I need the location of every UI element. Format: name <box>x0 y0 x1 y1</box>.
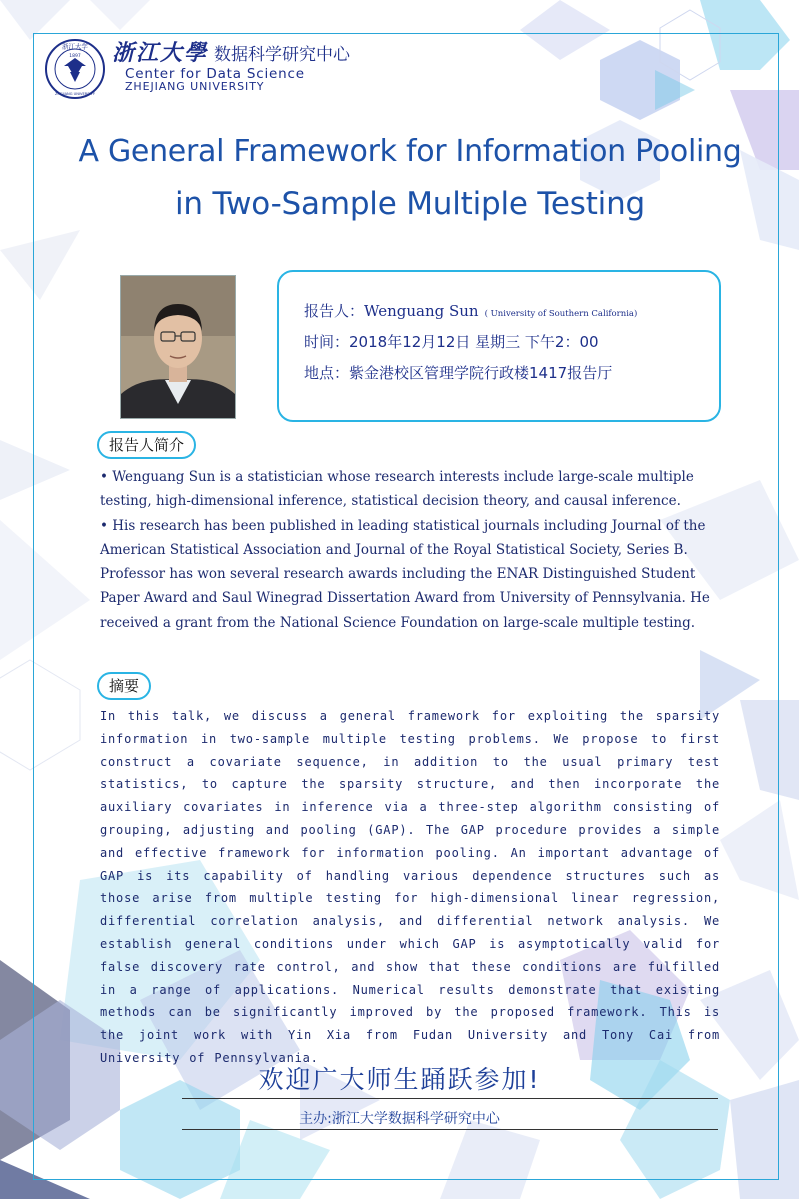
bio-paragraph-1: • Wenguang Sun is a statistician whose research interests include large-scale multiple testing, high-dimensional inference, statistical decision theory, and causal inference. <box>100 469 694 510</box>
speaker-row <box>304 300 637 321</box>
speaker-label: 报告人： <box>304 302 365 320</box>
zju-seal-logo <box>44 38 106 100</box>
talk-info-box <box>277 270 721 422</box>
org-calligraphy: 浙江大學 <box>112 40 209 66</box>
time-value: 2018年12月12日 星期三 下午2：00 <box>349 333 599 351</box>
welcome-slogan: 欢迎广大师生踊跃参加! <box>258 1065 541 1094</box>
bio-paragraph-2: • His research has been published in leading statistical journals including Journal of the American Statistical Association and Journal of the Royal Statistical Society, Series B. Professor has won several research awards including the ENAR Distinguished Student Paper Award and Saul Winegrad Dissertation Award from University of Pennsylvania. He received a grant from the National Science Foundation on large-scale multiple testing. <box>100 517 710 631</box>
time-label: 时间： <box>304 333 350 351</box>
time-row <box>304 331 599 352</box>
speaker-name: Wenguang Sun <box>364 302 479 320</box>
org-name-chinese <box>112 36 350 67</box>
org-name-english: Center for Data Science <box>125 66 305 82</box>
org-university-english: ZHEJIANG UNIVERSITY <box>125 80 265 93</box>
host-organizer: 主办:浙江大学数据科学研究中心 <box>299 1111 500 1127</box>
divider-bottom <box>182 1129 718 1130</box>
talk-title-line1: A General Framework for Information Pooling <box>78 134 742 169</box>
location-value: 紫金港校区管理学院行政楼1417报告厅 <box>349 364 613 382</box>
speaker-bio <box>100 465 725 635</box>
divider-top <box>182 1098 718 1099</box>
seal-text-bottom: ZHEJIANG UNIVERSITY <box>55 92 95 96</box>
talk-title-line2: in Two-Sample Multiple Testing <box>174 186 646 222</box>
location-row <box>304 362 612 383</box>
location-label: 地点： <box>304 364 350 382</box>
abstract-text: In this talk, we discuss a general framework for exploiting the sparsity information in two-sample multiple testing problems. We propose to first construct a covariate sequence, in addition to the usual primary test statistics, to capture the sparsity structure, and then incorporate the auxiliary covariates in inference via a three-step algorithm consisting of grouping, adjusting and pooling (GAP). The GAP procedure provides a simple and effective framework for information pooling. An important advantage of GAP is its capability of handling various dependence structures such as those arise from multiple testing for high-dimensional linear regression, differential correlation analysis, and differential network analysis. We establish general conditions under which GAP is asymptotically valid for false discovery rate control, and show that these conditions are fulfilled in a range of applications. Numerical results demonstrate that existing methods can be significantly improved by the proposed framework. This is the joint work with Yin Xia from Fudan University and Tony Cai from University of Pennsylvania. <box>100 709 720 1065</box>
speaker-photo <box>120 275 236 419</box>
speaker-affiliation: ( University of Southern California) <box>484 309 638 319</box>
abstract-heading: 摘要 <box>97 672 151 700</box>
org-center-name: 数据科学研究中心 <box>214 45 351 65</box>
seal-text-top: 浙江大学 <box>62 42 88 51</box>
bio-heading: 报告人简介 <box>97 431 196 459</box>
seal-year: 1897 <box>69 54 81 59</box>
